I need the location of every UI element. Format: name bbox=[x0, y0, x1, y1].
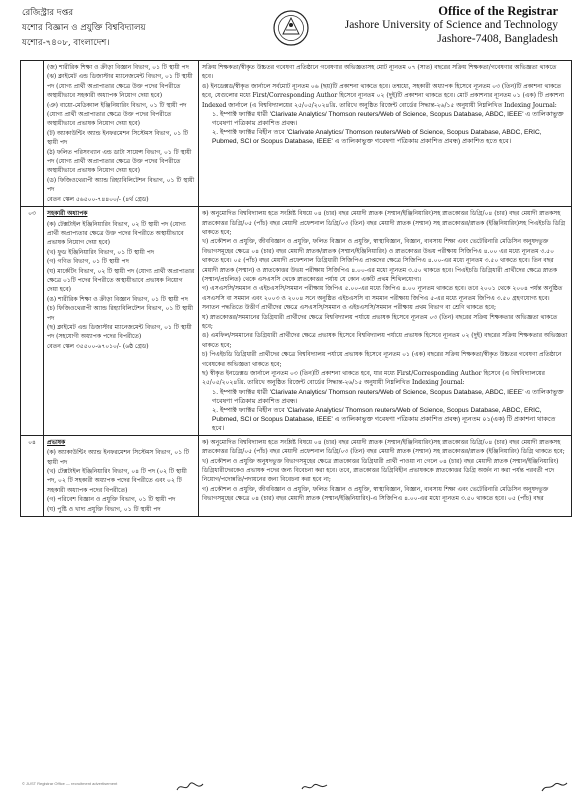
footer-note: © JUST Registrar Office — recruitment advertisement bbox=[22, 781, 118, 786]
indexing-journal-item: ২. ইম্পাক্ট ফ্যাক্টর বিহীন তবে 'Clarivate Analytics/ Thomson reuters/Web of Science, Scopus Database, ABDC, ERIC, Pubmed, SCI or Scopus Database, IEEE' এ তালিকাভুক্ত গবেষণা পত্রিকায় প্রকাশিত প্রবন্ধ) প্রকাশিত হতে হবে। bbox=[212, 129, 542, 146]
qualification-line: খ) প্রকৌশল ও প্রযুক্তি অনুষদভুক্ত বিভাগসমূহের ক্ষেত্রে স্নাতকোত্তর ডিগ্রিধারী প্রার্থী পাওয়া না গেলে ০৪ (চার) বছর মেয়াদী স্নাতক (সম্মান/ইঞ্জিনিয়ারিং) ডিগ্রিধারীদেরকেও প্রভাষক পদের জন্য বিবেচনা করা হবে। তবে, স্নাতকোত্তর ডিগ্রিবিহীন প্রভাষককে স্নাতকোত্তর ডিগ্রি অর্জন না করা পর্যন্ত পরবর্তী পদে নিয়োগ/পদোন্নতি/পদায়নের জন্য বিবেচনা করা হবে না; bbox=[202, 457, 559, 484]
post-line: (ছ) ক্লাইমেট এন্ড ডিজাস্টার ম্যানেজমেন্ট বিভাগ, ০১ টি স্থায়ী পদ (সহযোগী অধ্যাপক পদের বিপরীতে) bbox=[47, 323, 192, 341]
indexing-journal-item: ১. ইম্পাক্ট ফ্যাক্টর ধারী 'Clarivate Analytics/ Thomson reuters/Web of Science, Scopus Database, ABDC, IEEE' এ তালিকাভুক্ত গবেষণা পত্রিকায় প্রকাশিত প্রবন্ধ। bbox=[212, 388, 564, 405]
post-line: (ঘ) মার্কেটিং বিভাগ, ০২ টি স্থায়ী পদ (যোগ্য প্রার্থী অপ্রাপ্যতার ক্ষেত্রে ০১টি পদের বিপরীতে অস্থায়ীভাবে প্রভাষক নিয়োগ দেয়া হবে) bbox=[47, 267, 195, 294]
qualification-line: ছ) স্বীকৃত ইনডেক্সড জার্নালে ন্যূনতম ০৩ (তিন)টি প্রকাশনা থাকতে হবে, যার মধ্যে First/Corresponding Author হিসেবে (এ বিশ্ববিদ্যালয়ের ২৫/০৫/২০২৪খ্রি. তারিখে অনুষ্ঠিত রিজেন্ট বোর্ডের সিদ্ধান্ত-২৬/১৫ অনুযায়ী নিম্নলিখিত Indexing Journal: bbox=[202, 370, 545, 387]
qualification-line: ঙ) এমফিল/সমমানের ডিগ্রিধারী প্রার্থীদের ক্ষেত্রে প্রভাষক হিসেবে বিশ্ববিদ্যালয় পর্যায়ে প্রভাষক হিসেবে ন্যূনতম ০২ (দুই) বছরের সক্রিয় শিক্ষকতার অভিজ্ঞতা থাকতে হবে; bbox=[202, 332, 568, 349]
letterhead-bangla bbox=[22, 6, 146, 51]
post-line: (ঞ) বায়ো-মেডিক্যাল ইঞ্জিনিয়ারিং বিভাগ, ০১ টি স্থায়ী পদ (যোগ্য প্রার্থী অপ্রাপ্যতার ক্ষেত্রে উক্ত পদের বিপরীতে অস্থায়ীভাবে প্রভাষক নিয়োগ দেয়া হবে) bbox=[47, 101, 187, 128]
qualification-line: খ) প্রকৌশল ও প্রযুক্তি, জীববিজ্ঞান ও প্রযুক্তি, ফলিত বিজ্ঞান ও প্রযুক্তি, স্বাস্থ্যবিজ্ঞান, বিজ্ঞান, ব্যবসায় শিক্ষা এবং ভেটেরিনারি মেডিসিন অনুষদভুক্ত বিভাগসমূহের ক্ষেত্রে ০৪ (চার) বছর মেয়াদী স্নাতক/স্নাতক (সম্মান/ইঞ্জিনিয়ারিং) ও স্নাতকোত্তর উভয় পরীক্ষায় সিজিপিএ ৪.০০ এর মধ্যে ন্যূনতম ৩.৫০ থাকতে হবে। ০৫ (পাঁচ) বছর মেয়াদী প্রফেশনাল ডিগ্রিধারী সিজিপিএ প্রাপ্তদের ক্ষেত্রে সিজিপিএ ৪.০০-এর মধ্যে ন্যূনতম ৩.৫০ থাকতে হবে। তিন বছর মেয়াদী স্নাতক (সম্মান) ও স্নাতকোত্তর উভয় পরীক্ষায় সিজিপিএ ৪.০০-এর মধ্যে ন্যূনতম ৩.৫০ থাকতে হবে। পিএইচডি ডিগ্রিধারী প্রার্থীদের ক্ষেত্রে স্নাতক (সম্মান/প্রচলিত) থেকে এসএসসি থেকে স্নাতকোত্তর পর্যায় যে কোন একটি প্রথম শিথিলযোগ্য। bbox=[202, 238, 558, 283]
qualification-line: ক) অনুমোদিত বিশ্ববিদ্যালয় হতে সংশ্লিষ্ট বিষয়ে ০৪ (চার) বছর মেয়াদী স্নাতক (সম্মান/ইঞ্জিনিয়ারিং)সহ স্নাতকোত্তর ডিগ্রি/০৪ (চার) বছর মেয়াদী স্নাতকসহ স্নাতকোত্তর ডিগ্রি/০৫ (পাঁচ) বছর মেয়াদী প্রফেশনাল ডিগ্রি/০৩ (তিন) বছর মেয়াদী স্নাতক (সম্মান) সহ স্নাতকোত্তর/স্নাতক (ইঞ্জিনিয়ারিং) ডিগ্রি থাকতে হবে; bbox=[202, 438, 565, 456]
qualification-line: সক্রিয় শিক্ষকতা/স্বীকৃত উচ্চতর গবেষণা প্রতিষ্ঠানে গবেষণার অভিজ্ঞতাসহ মোট ন্যূনতম ০৭ (সাত) বছরের সক্রিয় শিক্ষকতা/গবেষণার অভিজ্ঞতা থাকতে হবে। bbox=[202, 64, 557, 81]
post-line: (ঝ) ক্লাইমেট এন্ড ডিজাস্টার ম্যানেজমেন্ট বিভাগ, ০১ টি স্থায়ী পদ (যোগ্য প্রার্থী অপ্রাপ্যতার ক্ষেত্রে উক্ত পদের বিপরীতে অস্থায়ীভাবে সহকারী অধ্যাপক নিয়োগ দেয়া হবে) bbox=[47, 73, 193, 100]
letterhead bbox=[0, 0, 582, 62]
post-cell bbox=[44, 61, 199, 207]
post-line: (ক) অ্যাকাউন্টিং অ্যান্ড ইনফরমেশন সিস্টেমস বিভাগ, ০১ টি স্থায়ী পদ bbox=[47, 449, 189, 466]
post-cell bbox=[44, 207, 199, 436]
post-line: (ঙ) শারীরিক শিক্ষা ও ক্রীড়া বিজ্ঞান বিভাগ, ০১ টি স্থায়ী পদ bbox=[47, 295, 188, 303]
post-line: (ড) ফিজিওথেরাপী অ্যান্ড রিহ্যাবিলিটেশন বিভাগ, ০১ টি স্থায়ী পদ bbox=[47, 176, 195, 194]
post-line: (ঠ) ফলিত পরিসংখ্যান এন্ড ডাটা সায়েন্স বিভাগ, ০১ টি স্থায়ী পদ (যোগ্য প্রার্থী অপ্রাপ্যতার ক্ষেত্রে উক্ত পদের বিপরীতে অস্থায়ীভাবে প্রভাষক নিয়োগ দেয়া হবে) bbox=[47, 148, 192, 175]
qualification-line: চ) পিএইচডি ডিগ্রিধারী প্রার্থীদের ক্ষেত্রে বিশ্ববিদ্যালয় পর্যায়ে প্রভাষক হিসেবে ন্যূনতম ০১ (এক) বছরের সক্রিয় শিক্ষকতা/স্বীকৃত উচ্চতর গবেষণা প্রতিষ্ঠানে গবেষকের অভিজ্ঞতা থাকতে হবে; bbox=[202, 351, 562, 368]
recruitment-table bbox=[20, 60, 572, 517]
serial-number bbox=[21, 61, 44, 207]
post-line: (খ) ফুড ইঞ্জিনিয়ারিং বিভাগ, ০১ টি স্থায়ী পদ bbox=[47, 248, 154, 256]
post-line: (খ) টেক্সটাইল ইঞ্জিনিয়ারিং বিভাগ, ০৪ টি পদ (০২ টি স্থায়ী পদ, ০২ টি সহকারী অধ্যাপক পদের বিপরীতে এবং ০২ টি সহকারী অধ্যাপক পদের বিপরীতে) bbox=[47, 468, 187, 494]
post-line: (ক) টেক্সটাইল ইঞ্জিনিয়ারিং বিভাগ, ০২ টি স্থায়ী পদ (যোগ্য প্রার্থী অপ্রাপ্যতার ক্ষেত্রে উক্ত পদের বিপরীতে অস্থায়ীভাবে প্রভাষক নিয়োগ দেয়া হবে) bbox=[47, 220, 186, 247]
indexing-journal-item: ১. ইম্পাক্ট ফ্যাক্টর ধারী 'Clarivate Analytics/ Thomson reuters/Web of Science, Scopus Database, ABDC, IEEE' এ তালিকাভুক্ত গবেষণা পত্রিকায় প্রকাশিত প্রবন্ধ। bbox=[212, 111, 564, 128]
office-name-en: Office of the Registrar bbox=[438, 4, 558, 18]
post-line: বেতন স্কেল ৫৬৫০০-৭৪৪০০/- (৪র্থ গ্রেড) bbox=[47, 195, 149, 203]
serial-number: ০৩ bbox=[21, 207, 44, 436]
qualification-cell bbox=[199, 435, 572, 516]
address-en: Jashore-7408, Bangladesh bbox=[437, 33, 558, 45]
table-row bbox=[21, 207, 572, 436]
address-bn: যশোর-৭৪০৮, বাংলাদেশ। bbox=[22, 38, 110, 48]
post-line: (ট) অ্যাকাউন্টিং অ্যান্ড ইনফরমেশন সিস্টেমস বিভাগ, ০১ টি স্থায়ী পদ bbox=[47, 129, 189, 147]
qualification-line: গ) প্রকৌশল ও প্রযুক্তি, জীববিজ্ঞান ও প্রযুক্তি, ফলিত বিজ্ঞান ও প্রযুক্তি, স্বাস্থ্যবিজ্ঞান, বিজ্ঞান, ব্যবসায় শিক্ষা এবং ভেটেরিনারি মেডিসিন অনুষদভুক্ত বিভাগসমূহের ক্ষেত্রে ০৪ (চার) বছর মেয়াদী স্নাতক (সম্মান/ইঞ্জিনিয়ারিং)-এ সিজিপিএ ৪.০০-এর মধ্যে ন্যূনতম ৩.৫০ থাকতে হবে। ০৫ (পাঁচ) বছর bbox=[202, 485, 549, 503]
post-title: প্রভাষক bbox=[47, 438, 66, 446]
letterhead-english bbox=[345, 4, 558, 46]
serial-number: ০৪ bbox=[21, 435, 44, 516]
indexing-journal-item: ২. ইম্পাক্ট ফ্যাক্টর বিহীন তবে 'Clarivate Analytics/ Thomson reuters/Web of Science, Scopus Database, ABDC, ERIC, Pubmed, SCI or Scopus Database, IEEE' এ তালিকাভুক্ত গবেষণা পত্রিকায় প্রকাশিত প্রবন্ধ) ন্যূনতম ০১(এক) টি প্রকাশনা থাকতে হবে। bbox=[212, 406, 556, 432]
university-name-bn: যশোর বিজ্ঞান ও প্রযুক্তি বিশ্ববিদ্যালয় bbox=[22, 23, 146, 33]
post-line: (গ) পরিবেশ বিজ্ঞান ও প্রযুক্তি বিভাগ, ০১ টি স্থায়ী পদ bbox=[47, 496, 176, 504]
signature-1 bbox=[175, 780, 205, 794]
table-row bbox=[21, 435, 572, 516]
post-line: বেতন স্কেল ৩৫৫০০-৬৭০১০/- (৬ষ্ঠ গ্রেড) bbox=[47, 342, 149, 350]
qualification-cell bbox=[199, 207, 572, 436]
post-cell bbox=[44, 435, 199, 516]
qualification-cell bbox=[199, 61, 572, 207]
qualification-line: ঙ) ইনডেক্সড/স্বীকৃত জার্নালে সর্বমোট ন্যূনতম ০৬ (ছয়)টি প্রকাশনা থাকতে হবে। তন্মধ্যে, সহকারী অধ্যাপক হিসেবে ন্যূনতম ০৩ (তিন)টি প্রকাশনা থাকতে হবে, যেগুলোর মধ্যে First/Corresponding Author হিসেবে ন্যূনতম ০২ (দুই)টি প্রকাশনা থাকতে হবে। মোট প্রকাশনার ন্যূনতম ০১ (এক) টি প্রকাশনা Indexed জার্নালে (এ বিশ্ববিদ্যালয়ের ২৫/০৫/২০২৪খ্রি. তারিখে অনুষ্ঠিত রিজেন্ট বোর্ডের সিদ্ধান্ত-২৬/১৫ অনুযায়ী নিম্নলিখিত Indexing Journal: bbox=[202, 82, 565, 109]
signature-3 bbox=[540, 780, 570, 794]
university-name-en: Jashore University of Science and Technology bbox=[344, 19, 558, 31]
qualification-line: ঘ) স্নাতকোত্তর/সমমানের ডিগ্রিধারী প্রার্থীদের ক্ষেত্রে বিশ্ববিদ্যালয় পর্যায়ে প্রভাষক হিসেবে ন্যূনতম ০৩ (তিন) বছরের সক্রিয় শিক্ষকতার অভিজ্ঞতা থাকতে হবে; bbox=[202, 313, 558, 330]
qualification-line: ক) অনুমোদিত বিশ্ববিদ্যালয় হতে সংশ্লিষ্ট বিষয়ে ০৪ (চার) বছর মেয়াদী স্নাতক (সম্মান/ইঞ্জিনিয়ারিং)সহ স্নাতকোত্তর ডিগ্রি/০৪ (চার) বছর মেয়াদী স্নাতকসহ স্নাতকোত্তর ডিগ্রি/০৫ (পাঁচ) বছর মেয়াদী প্রফেশনাল ডিগ্রি/০৩ (তিন) বছর মেয়াদী স্নাতক (সম্মান) সহ স্নাতকোত্তর/স্নাতক (ইঞ্জিনিয়ারিং)সহ পিএইচডি ডিগ্রি থাকতে হবে; bbox=[202, 210, 566, 236]
qualification-line: গ) এসএসসি/সমমান ও এইচএসসি/সমমান পরীক্ষায় জিপিএ ৫.০০-এর মধ্যে জিপিএ ৪.০০ ন্যূনতম থাকতে হবে। তবে ২০০১ থেকে ২০০৪ পর্যন্ত অনুষ্ঠিত এসএসসি বা সমমান এবং ২০০৩ ও ২০০৪ সনে অনুষ্ঠিত এইচএসসি বা সমমান পরীক্ষায় জিপিএ ৫-এর মধ্যে ন্যূনতম জিপিএ ৩.৫০ গ্রহণযোগ্য হবে। সনাতন পদ্ধতিতে উত্তীর্ণ প্রার্থীদের ক্ষেত্রে এসএসসি/সমমান ও এইচএসসি/সমমান পরীক্ষায় প্রথম বিভাগ বা শ্রেণি থাকতে হবে; bbox=[202, 285, 563, 312]
post-line: (গ) গণিত বিভাগ, ০১ টি স্থায়ী পদ bbox=[47, 258, 129, 266]
post-line: (জ) শারীরিক শিক্ষা ও ক্রীড়া বিজ্ঞান বিভাগ, ০১ টি স্থায়ী পদ bbox=[47, 64, 189, 71]
table-row bbox=[21, 61, 572, 207]
post-line: (চ) ফিজিওথেরাপী অ্যান্ড রিহ্যাবিলিটেশন বিভাগ, ০১ টি স্থায়ী পদ bbox=[47, 305, 194, 322]
university-seal-icon bbox=[272, 8, 310, 48]
post-title: সহকারী অধ্যাপক bbox=[47, 210, 88, 218]
signature-2 bbox=[300, 780, 330, 794]
post-line: (ঘ) পুষ্টি ও খাদ্য প্রযুক্তি বিভাগ, ০১ টি স্থায়ী পদ bbox=[47, 505, 161, 513]
office-name-bn: রেজিস্ট্রার দপ্তর bbox=[22, 8, 74, 18]
